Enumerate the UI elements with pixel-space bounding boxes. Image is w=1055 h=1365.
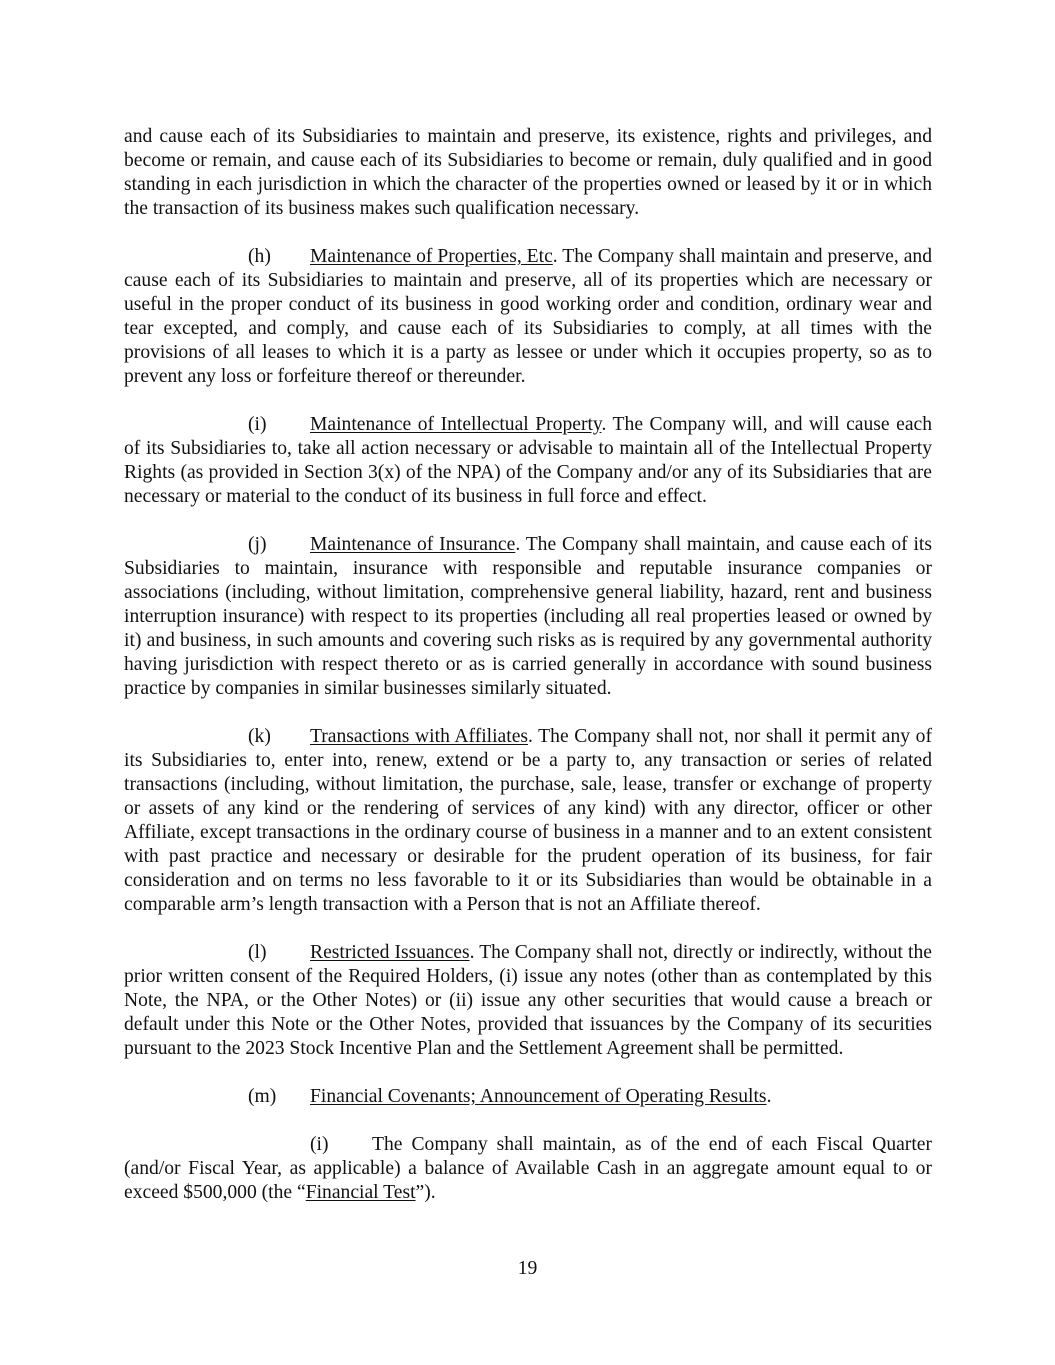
section-m-number: (m) xyxy=(248,1086,277,1107)
section-l-body: . The Company shall not, directly or indirectly, without the prior written consent of the Required Holders, (i) issue any notes (other than as contemplated by this Note, the NPA, or the Other Notes) or (ii) issue any other securities that would cause a breach or default under this Note or the Other Notes, provided that issuances by the Company of its securities pursuant to the 2023 Stock Incentive Plan and the Settlement Agreement shall be permitted. xyxy=(124,942,932,1059)
section-l-restricted-issuances xyxy=(124,941,932,1061)
section-j-maintenance-of-insurance xyxy=(124,533,932,701)
defined-term-financial-test: Financial Test xyxy=(305,1182,416,1203)
section-m-i-number: (i) xyxy=(310,1134,329,1155)
section-i-maintenance-of-intellectual-property xyxy=(124,413,932,509)
section-k-body: . The Company shall not, nor shall it permit any of its Subsidiaries to, enter into, renew, extend or be a party to, any transaction or series of related transactions (including, without limitation, the purchase, sale, lease, transfer or exchange of property or assets of any kind or the rendering of services of any kind) with any director, officer or other Affiliate, except transactions in the ordinary course of business in a manner and to an extent consistent with past practice and necessary or desirable for the prudent operation of its business, for fair consideration and on terms no less favorable to it or its Subsidiaries than would be obtainable in a comparable arm’s length transaction with a Person that is not an Affiliate thereof. xyxy=(124,726,932,915)
paragraph-continuation xyxy=(124,125,932,221)
paragraph-continuation-text: and cause each of its Subsidiaries to maintain and preserve, its existence, rights and privileges, and become or remain, and cause each of its Subsidiaries to become or remain, duly qualified and in good standing in each jurisdiction in which the character of the properties owned or leased by it or in which the transaction of its business makes such qualification necessary. xyxy=(124,126,932,219)
section-j-number: (j) xyxy=(248,534,267,555)
section-h-title: Maintenance of Properties, Etc xyxy=(310,246,553,267)
section-j-body: . The Company shall maintain, and cause each of its Subsidiaries to maintain, insurance with responsible and reputable insurance companies or associations (including, without limitation, comprehensive general liability, hazard, rent and business interruption insurance) with respect to its properties (including all real properties leased or owned by it) and business, in such amounts and covering such risks as is required by any governmental authority having jurisdiction with respect thereto or as is carried generally in accordance with sound business practice by companies in similar businesses similarly situated. xyxy=(124,534,932,699)
section-h-number: (h) xyxy=(248,246,271,267)
section-m-financial-covenants xyxy=(124,1085,932,1109)
section-i-body: . The Company will, and will cause each of its Subsidiaries to, take all action necessary or advisable to maintain all of the Intellectual Property Rights (as provided in Section 3(x) of the NPA) of the Company and/or any of its Subsidiaries that are necessary or material to the conduct of its business in full force and effect. xyxy=(124,414,933,507)
page-number: 19 xyxy=(517,1258,538,1279)
section-h-maintenance-of-properties xyxy=(124,245,932,389)
section-m-body: . xyxy=(766,1086,772,1107)
section-k-title: Transactions with Affiliates xyxy=(310,726,529,747)
section-k-transactions-with-affiliates xyxy=(124,725,932,917)
section-m-i-body: The Company shall maintain, as of the end of each Fiscal Quarter (and/or Fiscal Year, as applicable) a balance of Available Cash in an aggregate amount equal to or exceed $500,000 (the “ xyxy=(124,1134,932,1203)
section-m-i-financial-test xyxy=(124,1133,932,1205)
section-k-number: (k) xyxy=(248,726,271,747)
section-h-body: . The Company shall maintain and preserve, and cause each of its Subsidiaries to maintain and preserve, all of its properties which are necessary or useful in the proper conduct of its business in good working order and condition, ordinary wear and tear excepted, and comply, and cause each of its Subsidiaries to comply, at all times with the provisions of all leases to which it is a party as lessee or under which it occupies property, so as to prevent any loss or forfeiture thereof or thereunder. xyxy=(124,246,932,387)
section-l-title: Restricted Issuances xyxy=(310,942,470,963)
section-i-number: (i) xyxy=(248,414,267,435)
section-i-title: Maintenance of Intellectual Property xyxy=(310,414,602,435)
section-m-title: Financial Covenants; Announcement of Operating Results xyxy=(310,1086,767,1107)
document-page xyxy=(124,125,932,1229)
section-l-number: (l) xyxy=(248,942,267,963)
section-j-title: Maintenance of Insurance xyxy=(310,534,516,555)
section-m-i-end: ”). xyxy=(415,1182,436,1203)
